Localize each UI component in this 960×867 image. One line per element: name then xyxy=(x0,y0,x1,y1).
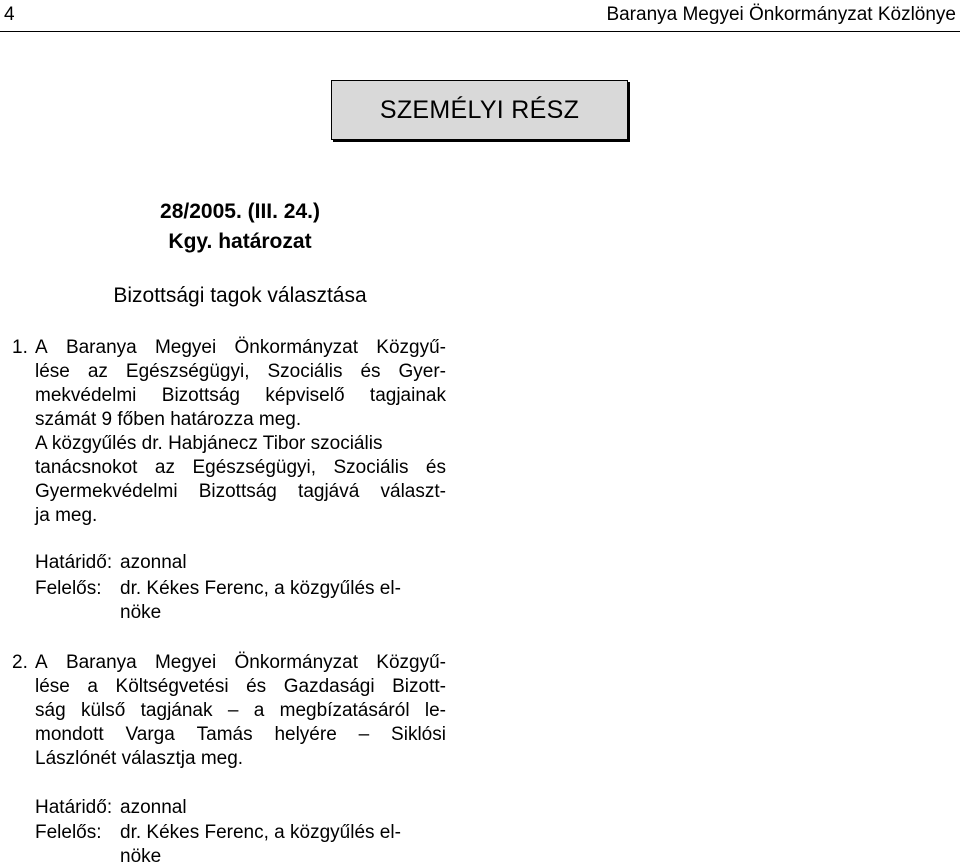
paragraph-line: mekvédelmi Bizottság képviselő tagjainak xyxy=(35,385,446,406)
section-title: SZEMÉLYI RÉSZ xyxy=(379,95,580,124)
paragraph-line: Lászlónét választja meg. xyxy=(35,748,244,769)
deadline-label: Határidő: xyxy=(35,797,113,818)
paragraph-line: tanácsnokot az Egészségügyi, Szociális és xyxy=(35,457,446,478)
paragraph-line: lése a Költségvetési és Gazdasági Bizott- xyxy=(35,676,446,697)
item-number: 2. xyxy=(12,652,28,673)
header-rule xyxy=(0,31,960,32)
deadline-label: Határidő: xyxy=(35,552,113,573)
item-number: 1. xyxy=(12,337,28,358)
responsible-value-continued: nöke xyxy=(120,602,162,623)
page-number: 4 xyxy=(4,4,15,25)
section-title-box xyxy=(331,80,628,140)
responsible-value: dr. Kékes Ferenc, a közgyűlés el- xyxy=(120,822,401,843)
responsible-label: Felelős: xyxy=(35,822,102,843)
deadline-value: azonnal xyxy=(120,797,187,818)
paragraph-line: Gyermekvédelmi Bizottság tagjává választ- xyxy=(35,481,446,502)
resolution-type: Kgy. határozat xyxy=(168,230,312,253)
paragraph-line: ság külső tagjának – a megbízatásáról le- xyxy=(35,700,446,721)
resolution-number: 28/2005. (III. 24.) xyxy=(160,200,320,223)
paragraph-line: A közgyűlés dr. Habjánecz Tibor szociális xyxy=(35,433,383,454)
responsible-label: Felelős: xyxy=(35,578,102,599)
paragraph-line: mondott Varga Tamás helyére – Siklósi xyxy=(35,724,446,745)
publication-title: Baranya Megyei Önkormányzat Közlönye xyxy=(606,4,956,25)
resolution-subject: Bizottsági tagok választása xyxy=(113,284,367,307)
paragraph-line: ja meg. xyxy=(35,505,98,526)
paragraph-line: lése az Egészségügyi, Szociális és Gyer- xyxy=(35,361,446,382)
paragraph-line: A Baranya Megyei Önkormányzat Közgyű- xyxy=(35,337,446,358)
responsible-value: dr. Kékes Ferenc, a közgyűlés el- xyxy=(120,578,401,599)
deadline-value: azonnal xyxy=(120,552,187,573)
paragraph-line: számát 9 főben határozza meg. xyxy=(35,409,302,430)
responsible-value-continued: nöke xyxy=(120,846,162,867)
paragraph-line: A Baranya Megyei Önkormányzat Közgyű- xyxy=(35,652,446,673)
